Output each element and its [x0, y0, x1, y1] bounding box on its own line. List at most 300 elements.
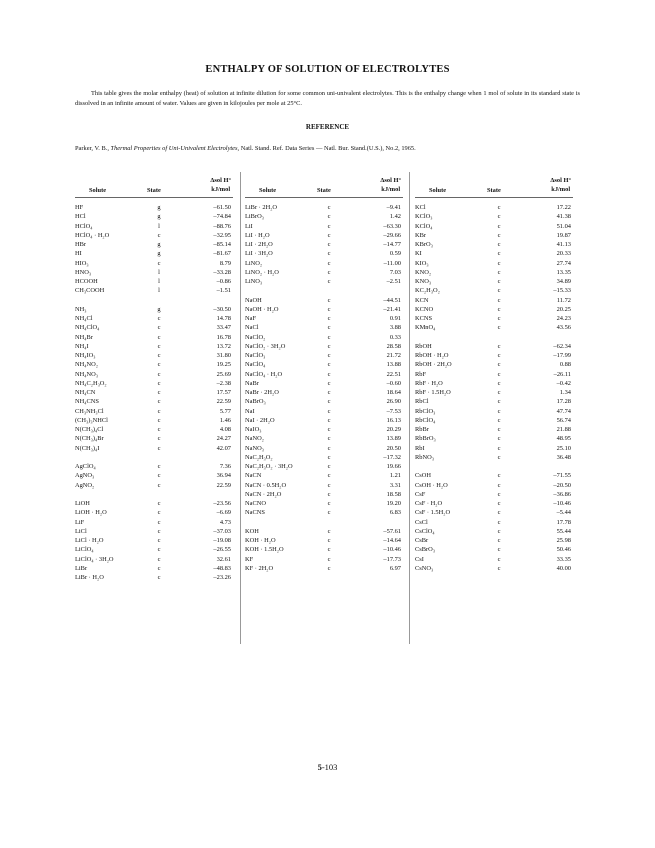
table-row — [75, 379, 233, 388]
solute-cell: CsClO₄ — [415, 527, 435, 535]
table-row — [75, 268, 233, 277]
solute-cell: NaOH · H₂O — [245, 305, 279, 313]
solute-cell: HF — [75, 204, 84, 211]
table-row — [415, 407, 573, 416]
enthalpy-cell: –9.41 — [386, 204, 401, 211]
solute-cell: N(CH₃)₄Br — [75, 435, 104, 443]
solute-cell: HBr — [75, 241, 87, 248]
state-cell: c — [157, 537, 161, 544]
header-state: State — [147, 187, 161, 194]
state-cell: c — [157, 389, 161, 396]
solute-cell: RbF · H₂O — [415, 379, 443, 387]
enthalpy-cell: 40.00 — [556, 564, 571, 572]
enthalpy-cell: –14.77 — [383, 241, 401, 248]
enthalpy-cell: –6.69 — [216, 509, 231, 517]
table-row — [415, 527, 573, 536]
table-row — [75, 573, 233, 582]
enthalpy-cell: 17.22 — [556, 204, 571, 211]
table-row — [245, 527, 403, 536]
enthalpy-cell: –81.67 — [213, 250, 231, 258]
table-row — [415, 277, 573, 286]
solute-cell: NaC₂H₃O₂ — [245, 453, 273, 461]
state-cell: c — [157, 518, 161, 526]
enthalpy-cell: –1.51 — [216, 287, 231, 295]
enthalpy-cell: –44.51 — [383, 296, 401, 304]
table-row — [245, 314, 403, 323]
state-cell: c — [327, 342, 331, 350]
solute-cell: RbOH · H₂O — [415, 352, 449, 359]
table-row — [75, 564, 233, 573]
table-row — [75, 212, 233, 221]
state-cell: g — [157, 213, 161, 221]
table-row — [415, 323, 573, 332]
column-header — [75, 172, 233, 194]
solute-cell: KI — [415, 250, 422, 258]
enthalpy-cell: 28.58 — [386, 342, 401, 350]
enthalpy-cell: –57.61 — [383, 527, 401, 535]
state-cell: c — [327, 333, 331, 341]
state-cell: c — [327, 241, 331, 248]
table-row — [415, 453, 573, 462]
solute-cell: KCN — [415, 296, 429, 304]
table-row — [245, 425, 403, 434]
solute-cell: HCOOH — [75, 278, 98, 285]
solute-cell: CsBrO₃ — [415, 546, 435, 554]
state-cell: c — [497, 564, 501, 572]
solute-cell: NaCl — [245, 324, 259, 332]
table-row — [75, 222, 233, 231]
table-row — [75, 407, 233, 416]
state-cell: c — [327, 407, 331, 415]
table-row — [75, 286, 233, 295]
header-enthalpy-unit: kJ/mol — [211, 186, 231, 193]
solute-cell: KMnO₄ — [415, 324, 436, 332]
enthalpy-cell: 31.80 — [216, 352, 231, 359]
solute-cell: NH₄ClO₄ — [75, 324, 100, 332]
enthalpy-cell: 47.74 — [556, 407, 571, 415]
solute-cell: NH₄NO₃ — [75, 370, 98, 378]
state-cell: c — [327, 315, 331, 322]
enthalpy-cell: 1.42 — [389, 213, 401, 221]
table-row — [75, 305, 233, 314]
state-cell: c — [157, 574, 161, 581]
solute-cell: HI — [75, 250, 82, 258]
solute-cell: NaClO₂ — [245, 333, 266, 341]
enthalpy-cell: 22.59 — [216, 398, 231, 406]
solute-cell: RbF — [415, 370, 427, 378]
solute-cell: CsF · 1.5H₂O — [415, 509, 451, 517]
solute-cell: NaBr · 2H₂O — [245, 389, 279, 396]
enthalpy-cell: 11.72 — [556, 296, 571, 304]
state-cell: c — [157, 315, 161, 322]
solute-cell: AgClO₄ — [75, 463, 96, 470]
table-row — [75, 555, 233, 564]
state-cell: c — [497, 241, 501, 248]
table-row — [75, 536, 233, 545]
table-row — [75, 545, 233, 554]
solute-cell: RbI — [415, 444, 425, 452]
header-enthalpy — [380, 176, 401, 194]
table-row — [415, 249, 573, 258]
solute-cell: RbCl — [415, 398, 429, 406]
enthalpy-cell: –63.30 — [383, 222, 401, 230]
solute-cell: RbNO₃ — [415, 453, 434, 461]
enthalpy-cell: 41.13 — [556, 241, 571, 248]
enthalpy-cell: 24.27 — [216, 435, 231, 443]
table-row — [245, 231, 403, 240]
state-cell: c — [497, 555, 501, 563]
citation-details: , Natl. Stand. Ref. Data Series — Natl. Bur. Stand.(U.S.), No.2, 1965. — [237, 145, 416, 152]
state-cell: l — [158, 222, 160, 230]
enthalpy-cell: –7.53 — [386, 407, 401, 415]
enthalpy-cell: 4.73 — [219, 518, 231, 526]
page-number — [0, 762, 655, 772]
solute-cell: KBrO₃ — [415, 241, 433, 248]
table-row — [245, 240, 403, 249]
enthalpy-cell: 25.10 — [556, 444, 571, 452]
enthalpy-cell: 17.57 — [216, 389, 231, 396]
solute-cell: LiBr — [75, 564, 88, 572]
header-solute: Solute — [89, 187, 107, 194]
solute-cell: CsNO₃ — [415, 564, 434, 572]
solute-cell: KOH — [245, 527, 259, 535]
solute-cell: NaC₂H₃O₂ · 3H₂O — [245, 463, 293, 470]
state-cell: c — [497, 305, 501, 313]
solute-cell: LiNO₂ — [245, 259, 263, 267]
state-cell: c — [157, 463, 161, 470]
state-cell: c — [157, 555, 161, 563]
enthalpy-cell: 0.33 — [389, 333, 401, 341]
table-row — [245, 471, 403, 480]
state-cell: c — [497, 352, 501, 359]
enthalpy-cell: 0.59 — [389, 250, 401, 258]
solute-cell: LiClO₄ — [75, 546, 94, 554]
citation-work: Thermal Properties of Uni-Univalent Electrolytes — [110, 145, 238, 152]
table-row — [415, 490, 573, 499]
table-row — [245, 222, 403, 231]
state-cell: c — [497, 342, 501, 350]
solute-cell: CsI — [415, 555, 424, 563]
solute-cell: NH₄IO₃ — [75, 352, 96, 359]
enthalpy-cell: 51.04 — [556, 222, 571, 230]
enthalpy-cell: –11.00 — [383, 259, 401, 267]
reference-citation — [75, 144, 580, 153]
state-cell: c — [497, 472, 501, 480]
solute-cell: KBr — [415, 231, 427, 239]
enthalpy-cell: –20.50 — [553, 481, 571, 489]
table-row — [75, 314, 233, 323]
column-divider — [409, 172, 410, 644]
enthalpy-cell: –32.95 — [213, 231, 231, 239]
solute-cell: NaCN · 2H₂O — [245, 490, 282, 498]
table-row — [415, 296, 573, 305]
enthalpy-cell: 0.91 — [389, 315, 401, 322]
enthalpy-cell: 7.36 — [219, 463, 231, 470]
table-row — [75, 277, 233, 286]
table-row — [415, 222, 573, 231]
state-cell: c — [497, 435, 501, 443]
table-row — [245, 397, 403, 406]
state-cell: c — [157, 481, 161, 489]
enthalpy-cell: 24.23 — [556, 315, 571, 322]
enthalpy-cell: 34.89 — [556, 278, 571, 285]
enthalpy-cell: –30.50 — [213, 305, 231, 313]
state-cell: c — [157, 231, 161, 239]
solute-cell: CsBr — [415, 537, 429, 544]
enthalpy-cell: 4.08 — [219, 426, 231, 433]
solute-cell: HClO₄ — [75, 222, 93, 230]
table-row — [75, 333, 233, 342]
state-cell: c — [497, 278, 501, 285]
solute-cell: LiF — [75, 518, 85, 526]
state-cell: c — [497, 231, 501, 239]
enthalpy-cell: 1.34 — [559, 389, 571, 396]
solute-cell: RbF · 1.5H₂O — [415, 389, 451, 396]
enthalpy-cell: –2.51 — [386, 278, 401, 285]
enthalpy-cell: 22.51 — [386, 370, 401, 378]
page-title: ENTHALPY OF SOLUTION OF ELECTROLYTES — [205, 64, 450, 75]
enthalpy-cell: 42.07 — [216, 444, 231, 452]
table-column-2 — [245, 172, 403, 573]
enthalpy-cell: 7.03 — [389, 268, 401, 276]
state-cell: c — [497, 370, 501, 378]
state-cell: c — [497, 416, 501, 424]
state-cell: c — [327, 250, 331, 258]
enthalpy-cell: 6.97 — [389, 564, 401, 572]
solute-cell: NaClO₃ — [245, 352, 266, 359]
group-gap — [245, 518, 403, 527]
state-cell: c — [157, 370, 161, 378]
state-cell: c — [497, 537, 501, 544]
state-cell: c — [327, 416, 331, 424]
enthalpy-cell: 17.28 — [556, 398, 571, 406]
table-row — [75, 434, 233, 443]
enthalpy-cell: 3.31 — [389, 481, 401, 489]
table-row — [415, 388, 573, 397]
table-row — [245, 508, 403, 517]
state-cell: c — [327, 370, 331, 378]
enthalpy-cell: 56.74 — [556, 416, 571, 424]
solute-cell: KCNS — [415, 315, 433, 322]
solute-cell: NaOH — [245, 296, 262, 304]
table-row — [415, 231, 573, 240]
state-cell: c — [157, 564, 161, 572]
state-cell: c — [327, 389, 331, 396]
solute-cell: LiClO₄ · 3H₂O — [75, 555, 114, 563]
solute-cell: LiBr · 2H₂O — [245, 204, 278, 211]
enthalpy-cell: –19.08 — [213, 537, 231, 544]
solute-cell: KClO₃ — [415, 213, 433, 221]
solute-cell: NH₄NO₂ — [75, 361, 98, 369]
solute-cell: NH₄C₂H₃O₂ — [75, 379, 107, 387]
group-gap — [75, 490, 233, 499]
state-cell: c — [157, 500, 161, 507]
solute-cell: CsCl — [415, 518, 428, 526]
table-row — [75, 425, 233, 434]
state-cell: c — [497, 204, 501, 211]
enthalpy-cell: –10.46 — [553, 500, 571, 507]
table-row — [245, 434, 403, 443]
enthalpy-cell: 13.89 — [386, 435, 401, 443]
enthalpy-cell: –17.32 — [383, 453, 401, 461]
header-solute: Solute — [259, 187, 277, 194]
table-row — [415, 564, 573, 573]
state-cell: c — [327, 213, 331, 221]
enthalpy-cell: 13.88 — [386, 361, 401, 369]
enthalpy-cell: –62.34 — [553, 342, 571, 350]
citation-authors: Parker, V. B., — [75, 145, 111, 152]
state-cell: c — [327, 259, 331, 267]
enthalpy-cell: –48.83 — [213, 564, 231, 572]
solute-cell: NaCN · 0.5H₂O — [245, 481, 287, 489]
enthalpy-cell: –71.55 — [553, 472, 571, 480]
state-cell: c — [327, 527, 331, 535]
enthalpy-cell: –14.64 — [383, 537, 401, 544]
solute-cell: LiOH · H₂O — [75, 509, 107, 517]
state-cell: c — [327, 352, 331, 359]
header-enthalpy — [210, 176, 231, 194]
table-row — [245, 277, 403, 286]
enthalpy-cell: 18.64 — [386, 389, 401, 396]
solute-cell: CsOH — [415, 472, 431, 480]
table-row — [415, 268, 573, 277]
solute-cell: NaCNO — [245, 500, 266, 507]
solute-cell: CsF — [415, 490, 426, 498]
solute-cell: N(CH₃)₄I — [75, 444, 100, 452]
table-row — [415, 370, 573, 379]
solute-cell: NaIO₃ — [245, 426, 262, 433]
solute-cell: NaClO₂ · 3H₂O — [245, 342, 286, 350]
table-row — [75, 370, 233, 379]
state-cell: c — [327, 324, 331, 332]
table-row — [245, 499, 403, 508]
state-cell: c — [157, 352, 161, 359]
state-cell: c — [157, 527, 161, 535]
solute-cell: HCl — [75, 213, 86, 221]
reference-heading: REFERENCE — [305, 123, 350, 131]
state-cell: c — [327, 231, 331, 239]
solute-cell: LiI · 2H₂O — [245, 241, 273, 248]
solute-cell: RbOH — [415, 342, 432, 350]
table-row — [245, 333, 403, 342]
table-row — [245, 212, 403, 221]
table-row — [245, 296, 403, 305]
intro-paragraph: This table gives the molar enthalpy (heat) of solution at infinite dilution for some common uni-univalent electrolytes. This is the enthalpy change when 1 mol of solute in its standard state is dissolved in an infinite amount of water. Values are given in kilojoules per mole at 25°C. — [75, 90, 580, 107]
table-row — [415, 444, 573, 453]
table-row — [75, 481, 233, 490]
solute-cell: RbClO₄ — [415, 416, 436, 424]
solute-cell: LiCl — [75, 527, 87, 535]
enthalpy-cell: 6.83 — [389, 509, 401, 517]
column-divider — [240, 172, 241, 644]
table-row — [75, 259, 233, 268]
solute-cell: HClO₄ · H₂O — [75, 231, 110, 239]
table-row — [245, 379, 403, 388]
state-cell: c — [327, 268, 331, 276]
table-row — [75, 360, 233, 369]
state-cell: l — [158, 287, 160, 295]
table-row — [245, 490, 403, 499]
table-row — [75, 203, 233, 212]
solute-cell: NaBrO₃ — [245, 398, 266, 406]
enthalpy-cell: –23.26 — [213, 574, 231, 581]
solute-cell: NaClO₄ · H₂O — [245, 370, 283, 378]
state-cell: c — [157, 416, 161, 424]
solute-cell: RbClO₃ — [415, 407, 436, 415]
state-cell: c — [497, 444, 501, 452]
solute-cell: KOH · 1.5H₂O — [245, 546, 284, 554]
table-row — [415, 240, 573, 249]
solute-cell: AgNO₃ — [75, 472, 95, 480]
table-row — [415, 545, 573, 554]
enthalpy-cell: 41.38 — [556, 213, 571, 221]
state-cell: c — [497, 407, 501, 415]
state-cell: c — [497, 509, 501, 517]
enthalpy-cell: –21.41 — [383, 305, 401, 313]
solute-cell: LiBr · H₂O — [75, 574, 104, 581]
enthalpy-cell: 21.72 — [386, 352, 401, 359]
state-cell: c — [327, 490, 331, 498]
table-row — [75, 444, 233, 453]
table-row — [245, 370, 403, 379]
enthalpy-cell: 27.74 — [556, 259, 571, 267]
solute-cell: NaCN — [245, 472, 262, 480]
header-enthalpy-unit: kJ/mol — [381, 186, 401, 193]
table-row — [75, 240, 233, 249]
state-cell: c — [157, 333, 161, 341]
solute-cell: RbOH · 2H₂O — [415, 361, 452, 369]
state-cell: c — [327, 379, 331, 387]
table-row — [415, 397, 573, 406]
enthalpy-cell: 18.58 — [386, 490, 401, 498]
enthalpy-cell: –23.56 — [213, 500, 231, 507]
solute-cell: KOH · H₂O — [245, 537, 276, 544]
enthalpy-cell: 1.46 — [219, 416, 231, 424]
state-cell: c — [497, 296, 501, 304]
state-cell: c — [327, 204, 331, 211]
group-gap — [415, 462, 573, 471]
enthalpy-cell: –85.14 — [213, 241, 231, 248]
state-cell: c — [327, 361, 331, 369]
enthalpy-cell: 13.72 — [216, 342, 231, 350]
state-cell: c — [327, 546, 331, 554]
state-cell: c — [497, 481, 501, 489]
solute-cell: LiCl · H₂O — [75, 537, 104, 544]
state-cell: g — [157, 305, 161, 313]
solute-cell: HIO₃ — [75, 259, 89, 267]
solute-cell: CsF · H₂O — [415, 500, 443, 507]
table-row — [245, 536, 403, 545]
solute-cell: (CH₃)₃NHCl — [75, 416, 108, 424]
state-cell: c — [157, 426, 161, 433]
enthalpy-cell: 21.88 — [556, 426, 571, 433]
enthalpy-cell: 50.46 — [556, 546, 571, 554]
state-cell: c — [157, 546, 161, 554]
table-row — [245, 351, 403, 360]
state-cell: c — [327, 481, 331, 489]
state-cell: c — [497, 500, 501, 507]
enthalpy-cell: 22.59 — [216, 481, 231, 489]
enthalpy-cell: 33.35 — [556, 555, 571, 563]
state-cell: c — [327, 296, 331, 304]
enthalpy-cell: –17.73 — [383, 555, 401, 563]
enthalpy-cell: 36.48 — [556, 453, 571, 461]
enthalpy-cell: 55.44 — [556, 527, 571, 535]
page-number-page: -103 — [321, 762, 338, 772]
table-row — [75, 508, 233, 517]
state-cell: c — [327, 537, 331, 544]
state-cell: c — [497, 324, 501, 332]
